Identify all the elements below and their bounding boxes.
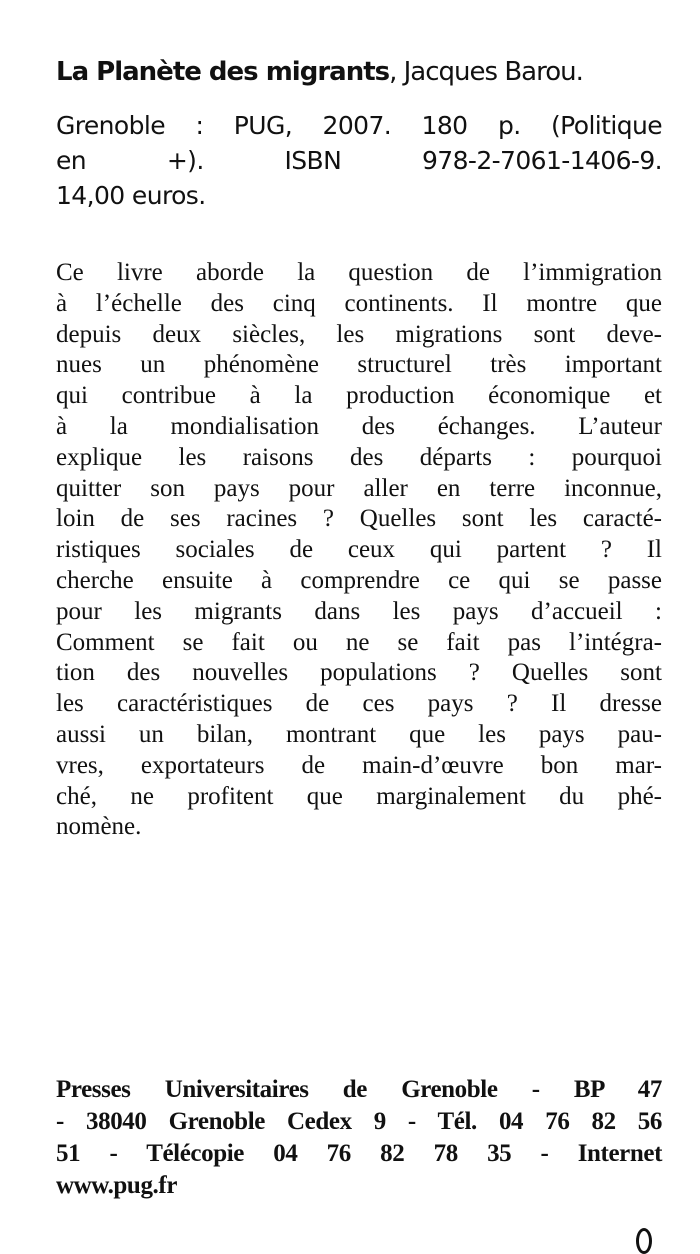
body-line: tion des nouvelles populations ? Quelles sont	[56, 659, 662, 687]
body-line: depuis deux siècles, les migrations sont deve-	[56, 320, 662, 348]
book-author: , Jacques Barou.	[389, 57, 583, 87]
publication-line: en +). ISBN 978-2-7061-1406-9.	[56, 146, 662, 175]
publication-details	[56, 108, 662, 213]
publisher-line: - 38040 Grenoble Cedex 9 - Tél. 04 76 82 56	[56, 1108, 662, 1135]
body-line: à la mondialisation des échanges. L’auteur	[56, 412, 662, 440]
book-title: La Planète des migrants	[56, 57, 390, 87]
body-line: nomène.	[56, 813, 142, 841]
price-line: 14,00 euros.	[56, 181, 206, 210]
body-line: ché, ne profitent que marginalement du phé-	[56, 782, 662, 810]
body-line: explique les raisons des départs : pourquoi	[56, 443, 662, 471]
book-heading	[56, 52, 662, 92]
body-line: cherche ensuite à comprendre ce qui se passe	[56, 566, 662, 594]
body-line: vres, exportateurs de main-d’œuvre bon mar-	[56, 751, 662, 779]
publisher-contact	[56, 1074, 662, 1202]
body-line: les caractéristiques de ces pays ? Il dresse	[56, 690, 662, 718]
body-line: nues un phénomène structurel très important	[56, 351, 662, 379]
publication-line: Grenoble : PUG, 2007. 180 p. (Politique	[56, 111, 662, 140]
body-line: qui contribue à la production économique et	[56, 382, 662, 410]
body-line: Ce livre aborde la question de l’immigration	[56, 259, 662, 286]
body-line: à l’échelle des cinq continents. Il montre que	[56, 289, 662, 317]
body-line: loin de ses racines ? Quelles sont les caracté-	[56, 505, 662, 533]
body-line: ristiques sociales de ceux qui partent ? Il	[56, 536, 662, 564]
body-line: quitter son pays pour aller en terre inconnue,	[56, 474, 662, 502]
review-body	[56, 258, 662, 843]
body-line: Comment se fait ou ne se fait pas l’intégra-	[56, 628, 662, 656]
body-line: aussi un bilan, montrant que les pays pau-	[56, 720, 662, 748]
publisher-line: Presses Universitaires de Grenoble - BP 47	[56, 1076, 662, 1103]
publisher-website: www.pug.fr	[56, 1172, 178, 1199]
publisher-line: 51 - Télécopie 04 76 82 78 35 - Internet	[56, 1140, 662, 1167]
page-number	[636, 1228, 652, 1254]
body-line: pour les migrants dans les pays d’accueil :	[56, 597, 662, 625]
